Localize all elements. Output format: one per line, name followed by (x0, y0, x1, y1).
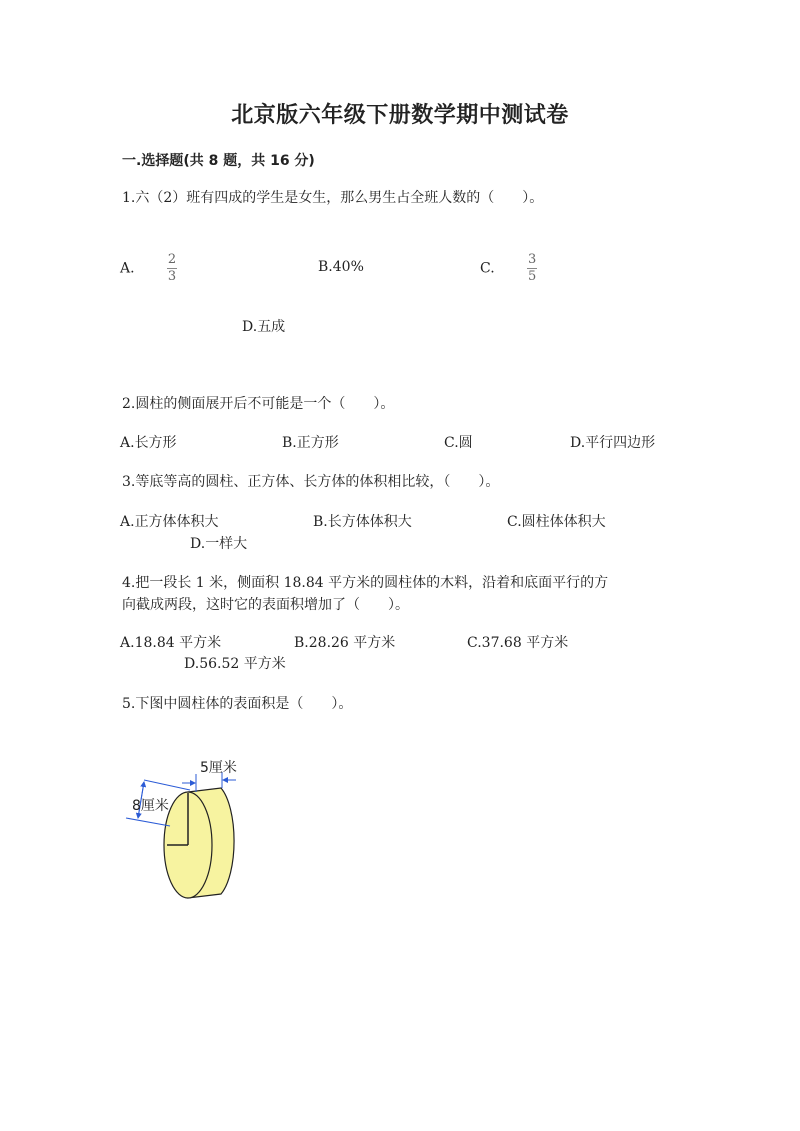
q1-option-a[interactable]: A. $\frac{2}{3}$ (120, 252, 177, 284)
q2-option-a[interactable]: A.长方形 (120, 435, 177, 451)
q3-option-c[interactable]: C.圆柱体体积大 (507, 514, 606, 530)
section-heading: 一.选择题(共 8 题，共 16 分) (122, 153, 315, 169)
q4-option-c[interactable]: C.37.68 平方米 (467, 635, 569, 651)
cylinder-figure (124, 752, 264, 906)
q4-option-a[interactable]: A.18.84 平方米 (120, 635, 222, 651)
question-5: 5.下图中圆柱体的表面积是（ ）。 (122, 696, 353, 712)
question-2: 2.圆柱的侧面展开后不可能是一个（ ）。 (122, 396, 395, 412)
question-3: 3.等底等高的圆柱、正方体、长方体的体积相比较，（ ）。 (122, 474, 500, 490)
question-4-line-2: 向截成两段，这时它的表面积增加了（ ）。 (122, 597, 409, 613)
fraction-3-5: $\frac{3}{5}$ (527, 252, 537, 284)
q2-option-d[interactable]: D.平行四边形 (570, 435, 656, 451)
q1-option-c[interactable]: C. $\frac{3}{5}$ (480, 252, 537, 284)
q2-option-b[interactable]: B.正方形 (282, 435, 339, 451)
label-5cm: 5厘米 (200, 760, 237, 776)
q4-option-d[interactable]: D.56.52 平方米 (184, 656, 286, 672)
question-4-line-1: 4.把一段长 1 米，侧面积 18.84 平方米的圆柱体的木料，沿着和底面平行的方 (122, 575, 609, 591)
q1-option-b[interactable]: B.40% (318, 259, 364, 275)
q3-option-a[interactable]: A.正方体体积大 (120, 514, 219, 530)
question-1: 1.六（2）班有四成的学生是女生，那么男生占全班人数的（ ）。 (122, 190, 544, 206)
cylinder-diagram (124, 752, 264, 902)
page-title: 北京版六年级下册数学期中测试卷 (231, 102, 569, 128)
q3-option-b[interactable]: B.长方体体积大 (313, 514, 412, 530)
q1-option-d[interactable]: D.五成 (242, 319, 286, 335)
q3-option-d[interactable]: D.一样大 (190, 536, 248, 552)
fraction-2-3: $\frac{2}{3}$ (167, 252, 177, 284)
q4-option-b[interactable]: B.28.26 平方米 (294, 635, 396, 651)
q2-option-c[interactable]: C.圆 (444, 435, 473, 451)
label-8cm: 8厘米 (132, 798, 169, 814)
